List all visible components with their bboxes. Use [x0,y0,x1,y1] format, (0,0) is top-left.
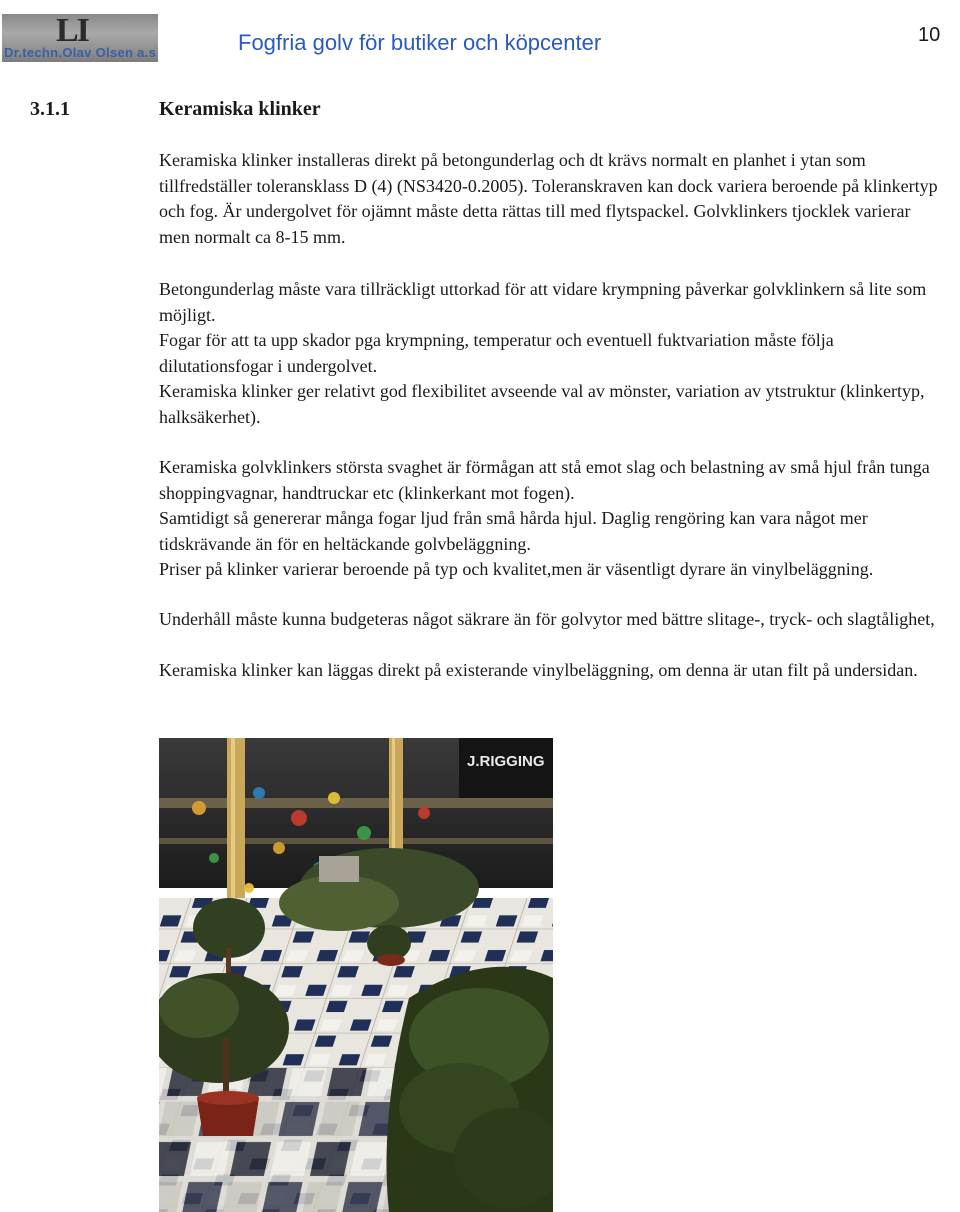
logo-text: Dr.techn.Olav Olsen a.s [4,45,157,60]
company-logo [2,14,158,62]
mall-floor-photo [159,738,553,1212]
section-number: 3.1.1 [30,98,70,120]
paragraph: Betongunderlag måste vara tillräckligt uttorkad för att vidare krympning påverkar golvklinkern så lite som möjligt. [159,279,927,325]
section-title: Keramiska klinker [159,98,321,120]
paragraph: Fogar för att ta upp skador pga krympning, temperatur och eventuell fuktvariation måste följa dilutationsfogar i undergolvet. [159,330,834,376]
paragraph: Priser på klinker varierar beroende på typ och kvalitet,men är väsentligt dyrare än vinylbeläggning. [159,559,874,579]
paragraph: Underhåll måste kunna budgeteras något säkrare än för golvytor med bättre slitage-, tryck- och slagtålighet, [159,609,935,629]
paragraph: Keramiska klinker ger relativt god flexibilitet avseende val av mönster, variation av ytstruktur (klinkertyp, halksäkerhet). [159,381,925,427]
paragraph: Keramiska klinker kan läggas direkt på existerande vinylbeläggning, om denna är utan filt på undersidan. [159,660,918,680]
paragraph: Samtidigt så genererar många fogar ljud från små hårda hjul. Daglig rengöring kan vara något mer tidskrävande än för en heltäckande golvbeläggning. [159,508,868,554]
logo-mark: LI [56,14,88,49]
paragraph: Keramiska klinker installeras direkt på betongunderlag och dt krävs normalt en planhet i ytan som tillfredställer toleransklass D (4) (NS3420-0.2005). Toleranskraven kan dock variera beroende på klinkertyp och fog. Är undergolvet för ojämnt måste detta rättas till med flytspackel. Golvklinkers tjocklek varierar men normalt ca 8-15 mm. [159,150,938,247]
page-number: 10 [918,24,941,46]
document-title: Fogfria golv för butiker och köpcenter [238,30,602,55]
paragraph: Keramiska golvklinkers största svaghet är förmågan att stå emot slag och belastning av små hjul från tunga shoppingvagnar, handtruckar etc (klinkerkant mot fogen). [159,457,930,503]
store-sign: J.RIGGING [467,753,545,770]
